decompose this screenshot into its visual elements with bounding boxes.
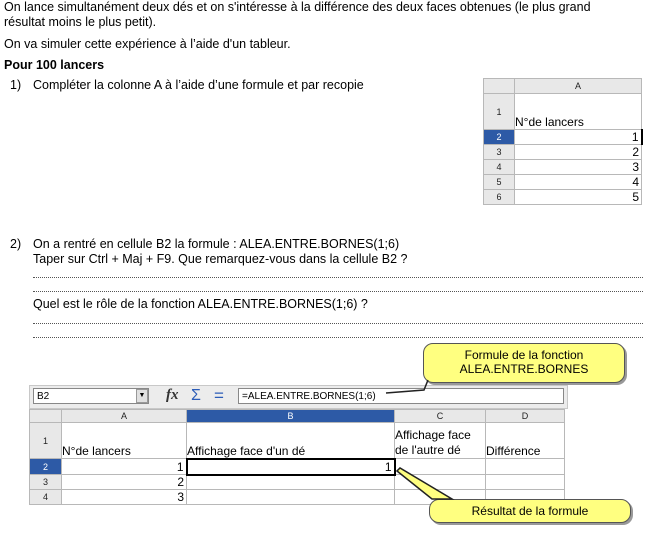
column-header-b[interactable]: B bbox=[187, 410, 395, 423]
column-header-c[interactable]: C bbox=[395, 410, 486, 423]
formula-input[interactable]: =ALEA.ENTRE.BORNES(1;6) bbox=[238, 388, 564, 404]
callout-result: Résultat de la formule bbox=[429, 499, 631, 523]
question-2-line-1: On a rentré en cellule B2 la formule : ALEA.ENTRE.BORNES(1;6) bbox=[33, 237, 400, 251]
cell-a3[interactable]: 2 bbox=[515, 145, 642, 160]
callout-formula-pointer bbox=[386, 380, 428, 393]
question-2-line-2: Taper sur Ctrl + Maj + F9. Que remarquez-vous dans la cellule B2 ? bbox=[33, 252, 408, 266]
cell-a3[interactable]: 2 bbox=[62, 475, 187, 490]
cell-a5[interactable]: 4 bbox=[515, 175, 642, 190]
column-header-a[interactable]: A bbox=[62, 410, 187, 423]
cell-a6[interactable]: 5 bbox=[515, 190, 642, 205]
row-header[interactable]: 5 bbox=[484, 175, 515, 190]
function-wizard-icon[interactable]: fx bbox=[166, 387, 179, 403]
header-label: de l'autre dé bbox=[395, 443, 461, 457]
section-title: Pour 100 lancers bbox=[4, 58, 105, 72]
row-header[interactable]: 2 bbox=[30, 459, 62, 475]
intro-line-1: On lance simultanément deux dés et on s'intéresse à la différence des deux faces obtenues (le plus grand bbox=[4, 0, 591, 14]
callout-formula-line-2: ALEA.ENTRE.BORNES bbox=[459, 362, 589, 376]
row-header[interactable]: 3 bbox=[30, 475, 62, 490]
chevron-down-icon[interactable]: ▼ bbox=[136, 389, 148, 403]
callout-formula-line-1: Formule de la fonction bbox=[464, 348, 584, 362]
header-label: Différence bbox=[486, 444, 541, 458]
row-header[interactable]: 3 bbox=[484, 145, 515, 160]
row-header[interactable]: 4 bbox=[484, 160, 515, 175]
column-header-d[interactable]: D bbox=[486, 410, 565, 423]
question-2-number: 2) bbox=[10, 237, 22, 251]
question-2-line-3: Quel est le rôle de la fonction ALEA.ENTRE.BORNES(1;6) ? bbox=[33, 297, 368, 311]
cell-a2[interactable]: 1 bbox=[62, 459, 187, 475]
row-header[interactable]: 1 bbox=[30, 423, 62, 459]
sum-icon[interactable]: Σ bbox=[191, 387, 201, 404]
header-label: N°de lancers bbox=[62, 444, 131, 458]
row-header[interactable]: 2 bbox=[484, 130, 515, 145]
cell-a4[interactable]: 3 bbox=[515, 160, 642, 175]
name-box[interactable]: B2 bbox=[33, 388, 149, 404]
callout-result-pointer bbox=[397, 468, 452, 499]
cell-b2[interactable]: 1 bbox=[187, 459, 395, 475]
question-1-number: 1) bbox=[10, 78, 22, 92]
row-header[interactable]: 4 bbox=[30, 490, 62, 505]
header-label: Affichage face d'un dé bbox=[187, 443, 306, 458]
row-header[interactable]: 1 bbox=[484, 94, 515, 130]
question-1-text: Compléter la colonne A à l’aide d’une formule et par recopie bbox=[33, 78, 364, 92]
row-header[interactable]: 6 bbox=[484, 190, 515, 205]
header-label: Affichage face bbox=[395, 428, 471, 442]
column-header-a[interactable]: A bbox=[515, 79, 642, 94]
header-label: N°de lancers bbox=[515, 115, 584, 129]
cell-a2[interactable]: 1 bbox=[515, 130, 642, 145]
simulation-line: On va simuler cette expérience à l’aide d'un tableur. bbox=[4, 37, 291, 51]
cell-a4[interactable]: 3 bbox=[62, 490, 187, 505]
intro-line-2: résultat moins le plus petit). bbox=[4, 15, 157, 29]
equals-icon[interactable]: = bbox=[214, 386, 224, 405]
